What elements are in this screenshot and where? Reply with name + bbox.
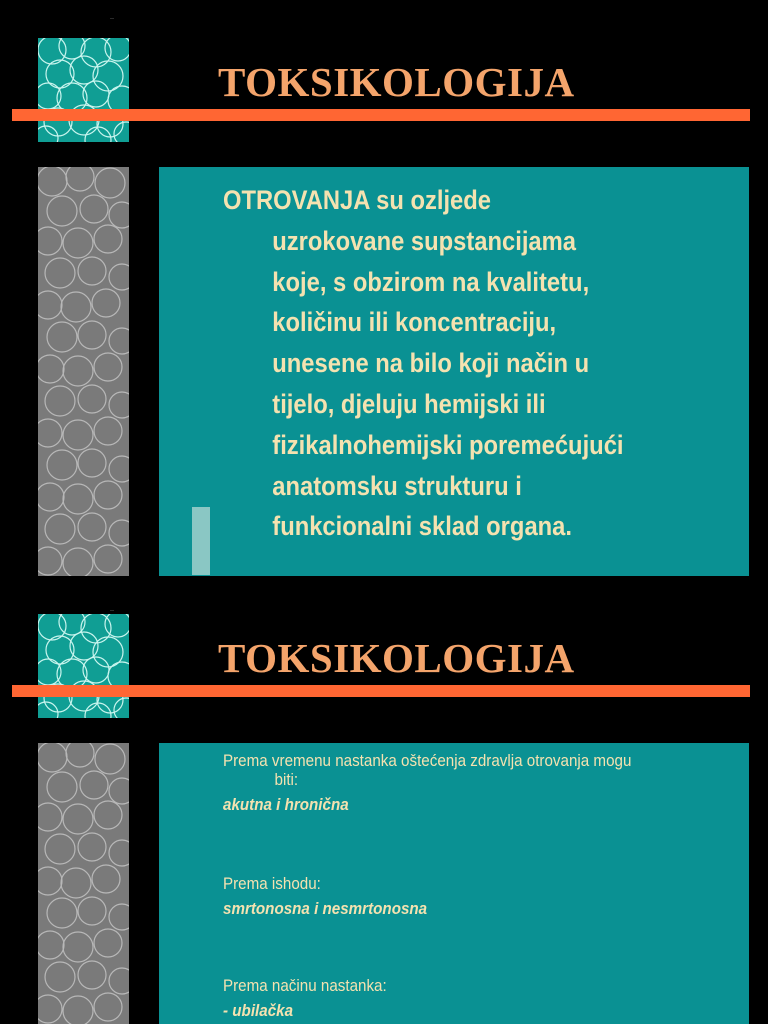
classification-intro: Prema načinu nastanka: xyxy=(223,977,387,995)
slide-title: TOKSIKOLOGIJA xyxy=(218,635,575,681)
classification-intro: Prema vremenu nastanka oštećenja zdravlja otrovanja mogu xyxy=(223,752,632,770)
definition-line: tijelo, djeluju hemijski ili xyxy=(272,388,546,419)
definition-line: koje, s obzirom na kvalitetu, xyxy=(272,266,590,297)
grey-circle-pattern xyxy=(38,743,129,1024)
definition-line: funkcionalni sklad organa. xyxy=(272,511,572,542)
classification-intro-cont: biti: xyxy=(274,771,299,789)
definition-line: unesene na bilo koji način u xyxy=(272,348,590,379)
definition-line: anatomsku strukturu i xyxy=(272,470,522,501)
definition-paragraph xyxy=(223,180,663,547)
classification-values: - ubilačka xyxy=(223,1002,294,1020)
classification-intro: Prema ishodu: xyxy=(223,875,321,893)
content-box xyxy=(159,743,749,1024)
teal-circle-pattern xyxy=(38,38,129,142)
classification-by-outcome xyxy=(223,875,427,920)
definition-line: fizikalnohemijski poremećujući xyxy=(272,429,624,460)
slide-corner-mark xyxy=(110,610,114,611)
definition-first-line: su ozljede xyxy=(369,185,492,215)
content-box xyxy=(159,167,749,576)
classification-by-time xyxy=(223,752,631,816)
title-underline-bar xyxy=(12,109,750,121)
classification-by-manner xyxy=(223,977,387,1022)
slide-corner-mark xyxy=(110,18,114,19)
classification-values: smrtonosna i nesmrtonosna xyxy=(223,900,428,918)
definition-line: količinu ili koncentraciju, xyxy=(272,307,557,338)
classification-values: akutna i hronična xyxy=(223,796,349,814)
teal-circle-pattern xyxy=(38,614,129,718)
grey-circle-pattern xyxy=(38,167,129,576)
slide-title: TOKSIKOLOGIJA xyxy=(218,59,575,105)
title-underline-bar xyxy=(12,685,750,697)
decorative-bar xyxy=(192,507,210,575)
definition-line: uzrokovane supstancijama xyxy=(272,225,576,256)
slide-2 xyxy=(0,592,768,1024)
definition-term: OTROVANJA xyxy=(223,185,370,215)
